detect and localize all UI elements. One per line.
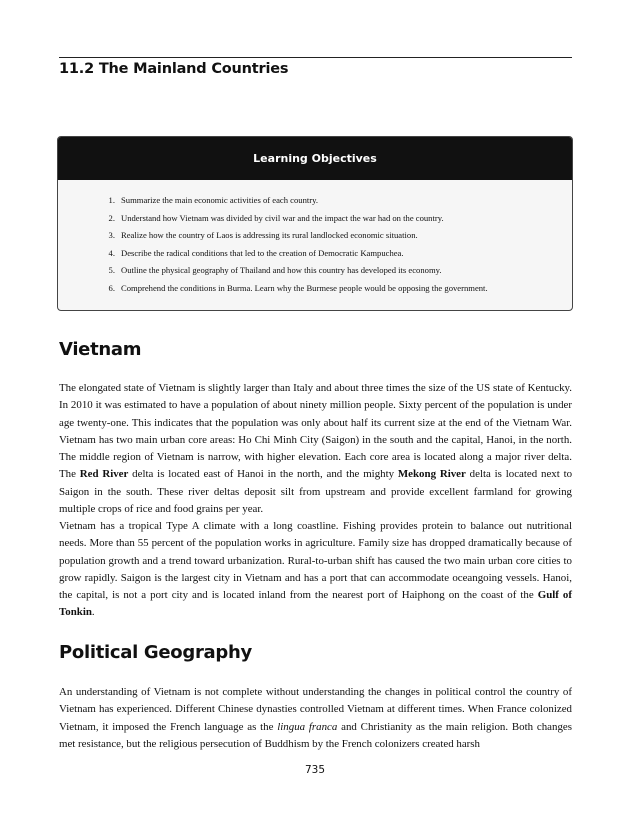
learning-objectives-header: Learning Objectives [58,137,572,180]
objective-item [108,227,572,245]
objective-item [108,192,572,210]
text-run: delta is located next to Saigon in the south. These river deltas deposit silt from upstream and provide excellent farmland for growing multiple crops of rice and food grains per year. [59,468,573,516]
political-paragraph-1 [59,684,572,753]
objective-item [108,245,572,263]
objective-number: 1. [108,195,115,205]
text-run: An understanding of Vietnam is not complete without understanding the changes in political control the country of Vietnam has experienced. Different Chinese dynasties controlled Vietnam at different times. When France colonized Vietnam, it imposed the French language as the [59,686,572,733]
vietnam-paragraph-2 [59,518,572,622]
political-geography-heading: Political Geography [59,642,252,663]
learning-objectives-box [57,136,573,311]
text-run: delta is located east of Hanoi in the north, and the mighty [128,468,398,481]
objective-item [108,210,572,228]
objective-item [108,262,572,280]
term-red-river: Red River [79,468,129,481]
vietnam-paragraph-1 [59,380,572,518]
objective-text: Outline the physical geography of Thailand and how this country has developed its economy. [121,265,442,275]
objective-number: 6. [108,282,115,293]
text-run: and Christianity as the main religion. Both changes met resistance, but the religious persecution of Buddhism by the French colonizers created harsh [59,720,572,750]
section-title: 11.2 The Mainland Countries [59,61,289,77]
top-rule [59,57,572,58]
text-run: . [91,606,95,619]
objective-number: 4. [108,247,115,258]
term-mekong-river: Mekong River [397,468,466,481]
vietnam-heading: Vietnam [59,339,142,360]
term-gulf-of-tonkin: Gulf of Tonkin [59,589,572,619]
objective-number: 2. [108,212,115,223]
term-lingua-franca: lingua franca [277,720,338,733]
text-run: Vietnam has a tropical Type A climate with a long coastline. Fishing provides protein to balance out nutritional needs. More than 55 percent of the population works in agriculture. Family size has dropped dramatically because of population growth and a trend toward urbanization. Rural-to-urban shift has caused the two main urban core cities to grow rapidly. Saigon is the largest city in Vietnam and has a port that can accommodate oceangoing vessels. Hanoi, the capital, is not a port city and is located inland from the nearest port of Haiphong on the coast of the [59,520,572,602]
objective-text: Summarize the main economic activities of each country. [121,195,319,205]
objective-number: 5. [108,265,115,275]
objective-text: Understand how Vietnam was divided by civil war and the impact the war had on the country. [121,212,444,223]
page-number: 735 [304,764,326,776]
objective-text: Comprehend the conditions in Burma. Learn why the Burmese people would be opposing the government. [121,282,488,293]
objective-item [108,280,572,298]
objective-text: Describe the radical conditions that led to the creation of Democratic Kampuchea. [121,247,404,258]
learning-objectives-list [58,180,572,297]
text-run: The elongated state of Vietnam is slightly larger than Italy and about three times the size of the US state of Kentucky. In 2010 it was estimated to have a population of about ninety million people. Sixty percent of the population is under age twenty-one. This indicates that the population was only about half its current size at the end of the Vietnam War. Vietnam has two main urban core areas: Ho Chi Minh City (Saigon) in the south and the capital, Hanoi, in the north. The middle region of Vietnam is narrow, with higher elevation. Each core area is located along a major river delta. The [59,382,572,481]
objective-number: 3. [108,230,115,240]
objective-text: Realize how the country of Laos is addressing its rural landlocked economic situation. [121,230,418,240]
